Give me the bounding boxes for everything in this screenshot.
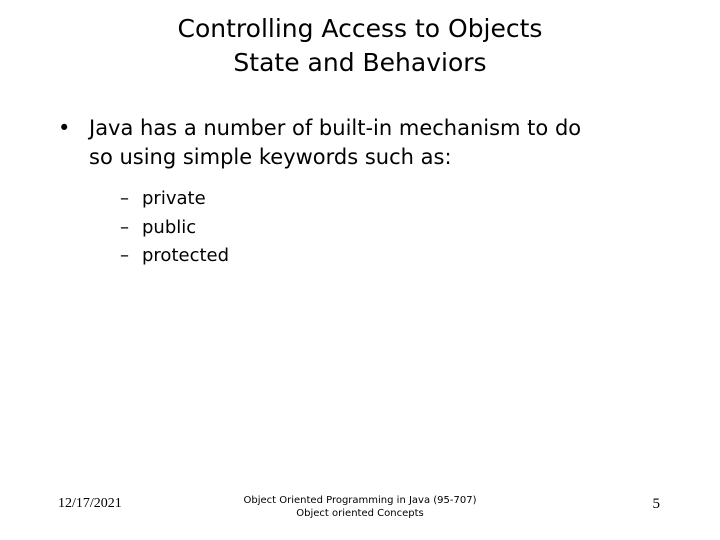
sub-bullet-text: public [142,216,197,238]
sub-bullet-list [56,185,696,271]
sub-bullet-text: protected [142,245,230,266]
dash-icon: – [120,188,129,209]
bullet-item [56,114,696,172]
bullet-list [56,114,696,271]
dash-icon: – [120,245,129,266]
bullet-text-line-2: so using simple keywords such as: [89,145,452,169]
sub-bullet-item [118,242,696,271]
bullet-text-line-1: Java has a number of built-in mechanism to do [89,116,582,140]
bullet-dot-icon: • [58,116,71,140]
footer-course-line-1: Object Oriented Programming in Java (95-707) [243,495,477,506]
sub-bullet-text: private [142,188,206,209]
footer-course-info [200,494,520,520]
page-number: 5 [652,496,660,512]
slide-title-line-2: State and Behaviors [233,48,487,77]
sub-bullet-item [118,185,696,214]
slide-title-line-1: Controlling Access to Objects [177,14,543,43]
footer-date: 12/17/2021 [58,496,122,511]
sub-bullet-item [118,214,696,243]
slide-title [60,12,660,80]
dash-icon: – [120,216,129,238]
footer-course-line-2: Object oriented Concepts [296,508,424,519]
